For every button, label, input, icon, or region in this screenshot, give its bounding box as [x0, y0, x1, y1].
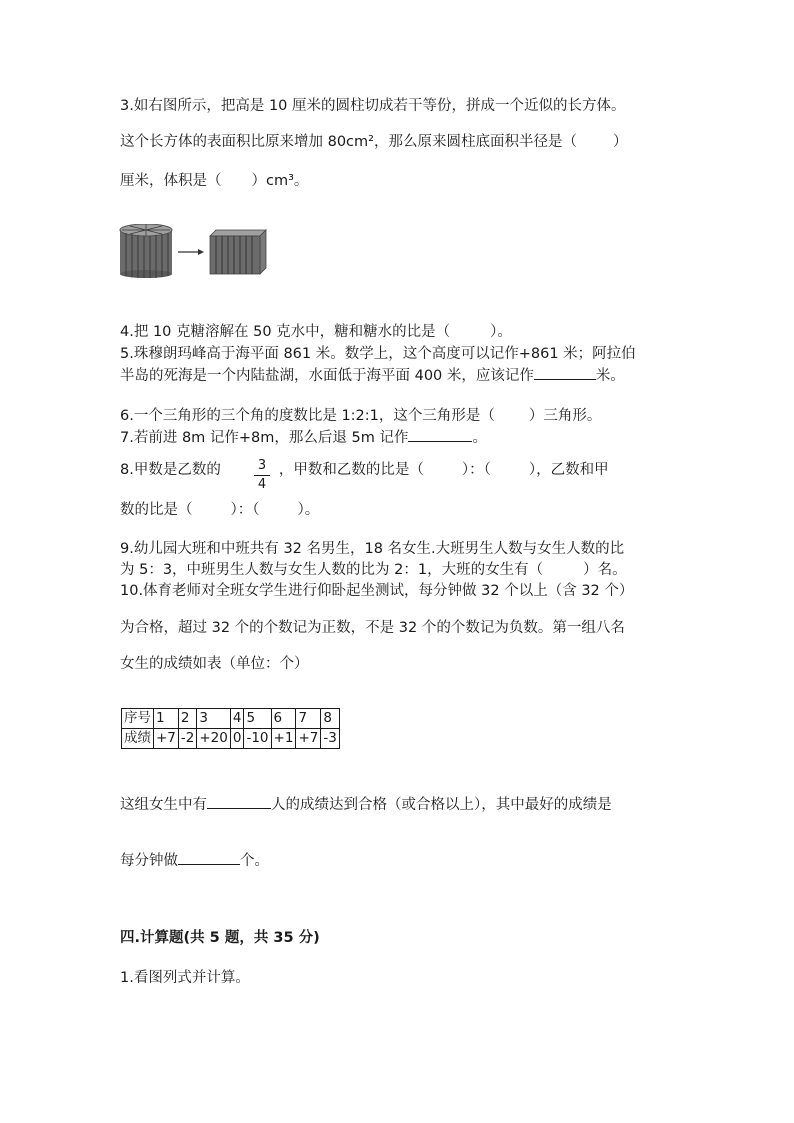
table-cell: -10	[244, 729, 271, 749]
q7-line	[120, 427, 487, 448]
q4-close: ）。	[490, 324, 512, 340]
cylinder-to-cuboid-figure	[118, 224, 268, 278]
q4-line	[120, 322, 512, 342]
q10-line3: 女生的成绩如表（单位：个）	[120, 656, 309, 672]
q10-after2	[120, 850, 269, 871]
table-cell: 成绩	[122, 729, 154, 749]
q3-line3-text: 厘米，体积是（	[120, 173, 222, 189]
table-cell: 2	[178, 709, 196, 729]
q5-line2-unit: 米。	[595, 368, 625, 384]
table-cell: 8	[321, 709, 339, 729]
q8-text-d: ），乙数和甲	[528, 462, 609, 478]
q3-line1: 3.如右图所示，把高是 10 厘米的圆柱切成若干等份，拼成一个近似的长方体。	[120, 98, 626, 114]
q10-count-blank	[207, 794, 271, 809]
table-row	[122, 709, 340, 729]
table-cell: -2	[178, 729, 196, 749]
q3-line3	[120, 171, 308, 191]
q9-line2-text: 为 5：3，中班男生人数与女生人数的比为 2：1，大班的女生有（	[120, 562, 544, 578]
q6-close: ）三角形。	[528, 408, 602, 424]
q3-line2-close: ）	[612, 134, 628, 150]
q8-text-c: ）：（	[461, 462, 491, 478]
q9-line2-close: ）名。	[583, 562, 627, 578]
table-cell: -3	[321, 729, 339, 749]
q7-text: 7.若前进 8m 记作+8m，那么后退 5m 记作	[120, 430, 409, 446]
q8-line2	[120, 500, 319, 520]
q10-after1-a: 这组女生中有	[120, 797, 207, 813]
q8-text-a: 8.甲数是乙数的	[120, 462, 221, 478]
cuboid-icon	[210, 230, 266, 274]
q5-line2	[120, 365, 625, 386]
q6-line	[120, 406, 601, 426]
q10-after1-b: 人的成绩达到合格（或合格以上），其中最好的成绩是	[271, 797, 612, 813]
q8-text-b: ，甲数和乙数的比是（	[278, 462, 424, 478]
q4-text: 4.把 10 克糖溶解在 50 克水中，糖和糖水的比是（	[120, 324, 451, 340]
q7-answer-blank	[408, 427, 472, 442]
table-cell: +20	[197, 729, 231, 749]
table-cell: 序号	[122, 709, 154, 729]
q8-line2-b: ）：（	[230, 502, 260, 518]
q9-line2	[120, 560, 627, 580]
score-table	[121, 708, 340, 749]
q10-line2: 为合格，超过 32 个的个数记为正数，不是 32 个的个数记为负数。第一组八名	[120, 620, 625, 636]
q5-line2-text: 半岛的死海是一个内陆盐湖，水面低于海平面 400 米，应该记作	[120, 368, 534, 384]
table-cell: +7	[154, 729, 179, 749]
q3-line2-text: 这个长方体的表面积比原来增加 80cm²，那么原来圆柱底面积半径是（	[120, 134, 577, 150]
q7-end: 。	[472, 430, 487, 446]
table-cell: 4	[230, 709, 244, 729]
cylinder-icon	[120, 224, 172, 278]
table-cell: +7	[296, 729, 321, 749]
q10-after1	[120, 794, 612, 815]
q10-after2-b: 个。	[240, 853, 269, 869]
table-cell: 5	[244, 709, 271, 729]
q5-line1: 5.珠穆朗玛峰高于海平面 861 米。数学上，这个高度可以记作+861 米；阿拉伯	[120, 346, 636, 362]
table-cell: 1	[154, 709, 179, 729]
q10-after2-a: 每分钟做	[120, 853, 178, 869]
q8-line2-a: 数的比是（	[120, 502, 193, 518]
table-cell: 6	[271, 709, 296, 729]
table-row	[122, 729, 340, 749]
table-cell: 3	[197, 709, 231, 729]
section-heading: 四.计算题(共 5 题，共 35 分)	[120, 930, 320, 946]
fraction-bar	[254, 475, 270, 476]
q5-answer-blank	[534, 365, 596, 380]
table-cell: 0	[230, 729, 244, 749]
q3-line3-close: ）cm³。	[251, 173, 309, 189]
fraction-denominator: 4	[257, 477, 267, 492]
q3-line2	[120, 132, 627, 152]
table-cell: +1	[271, 729, 296, 749]
q8-line1	[120, 460, 609, 480]
arrow-right-icon	[178, 249, 204, 255]
q10-best-blank	[178, 850, 240, 865]
q6-text: 6.一个三角形的三个角的度数比是 1:2:1，这个三角形是（	[120, 408, 495, 424]
table-cell: 7	[296, 709, 321, 729]
calc1-line: 1.看图列式并计算。	[120, 970, 250, 986]
q10-line1: 10.体育老师对全班女学生进行仰卧起坐测试，每分钟做 32 个以上（含 32 个）	[120, 583, 634, 599]
q8-line2-c: ）。	[297, 502, 320, 518]
fraction-three-quarters	[252, 458, 272, 493]
fraction-numerator: 3	[257, 458, 267, 473]
q9-line1: 9.幼儿园大班和中班共有 32 名男生，18 名女生.大班男生人数与女生人数的比	[120, 541, 625, 557]
